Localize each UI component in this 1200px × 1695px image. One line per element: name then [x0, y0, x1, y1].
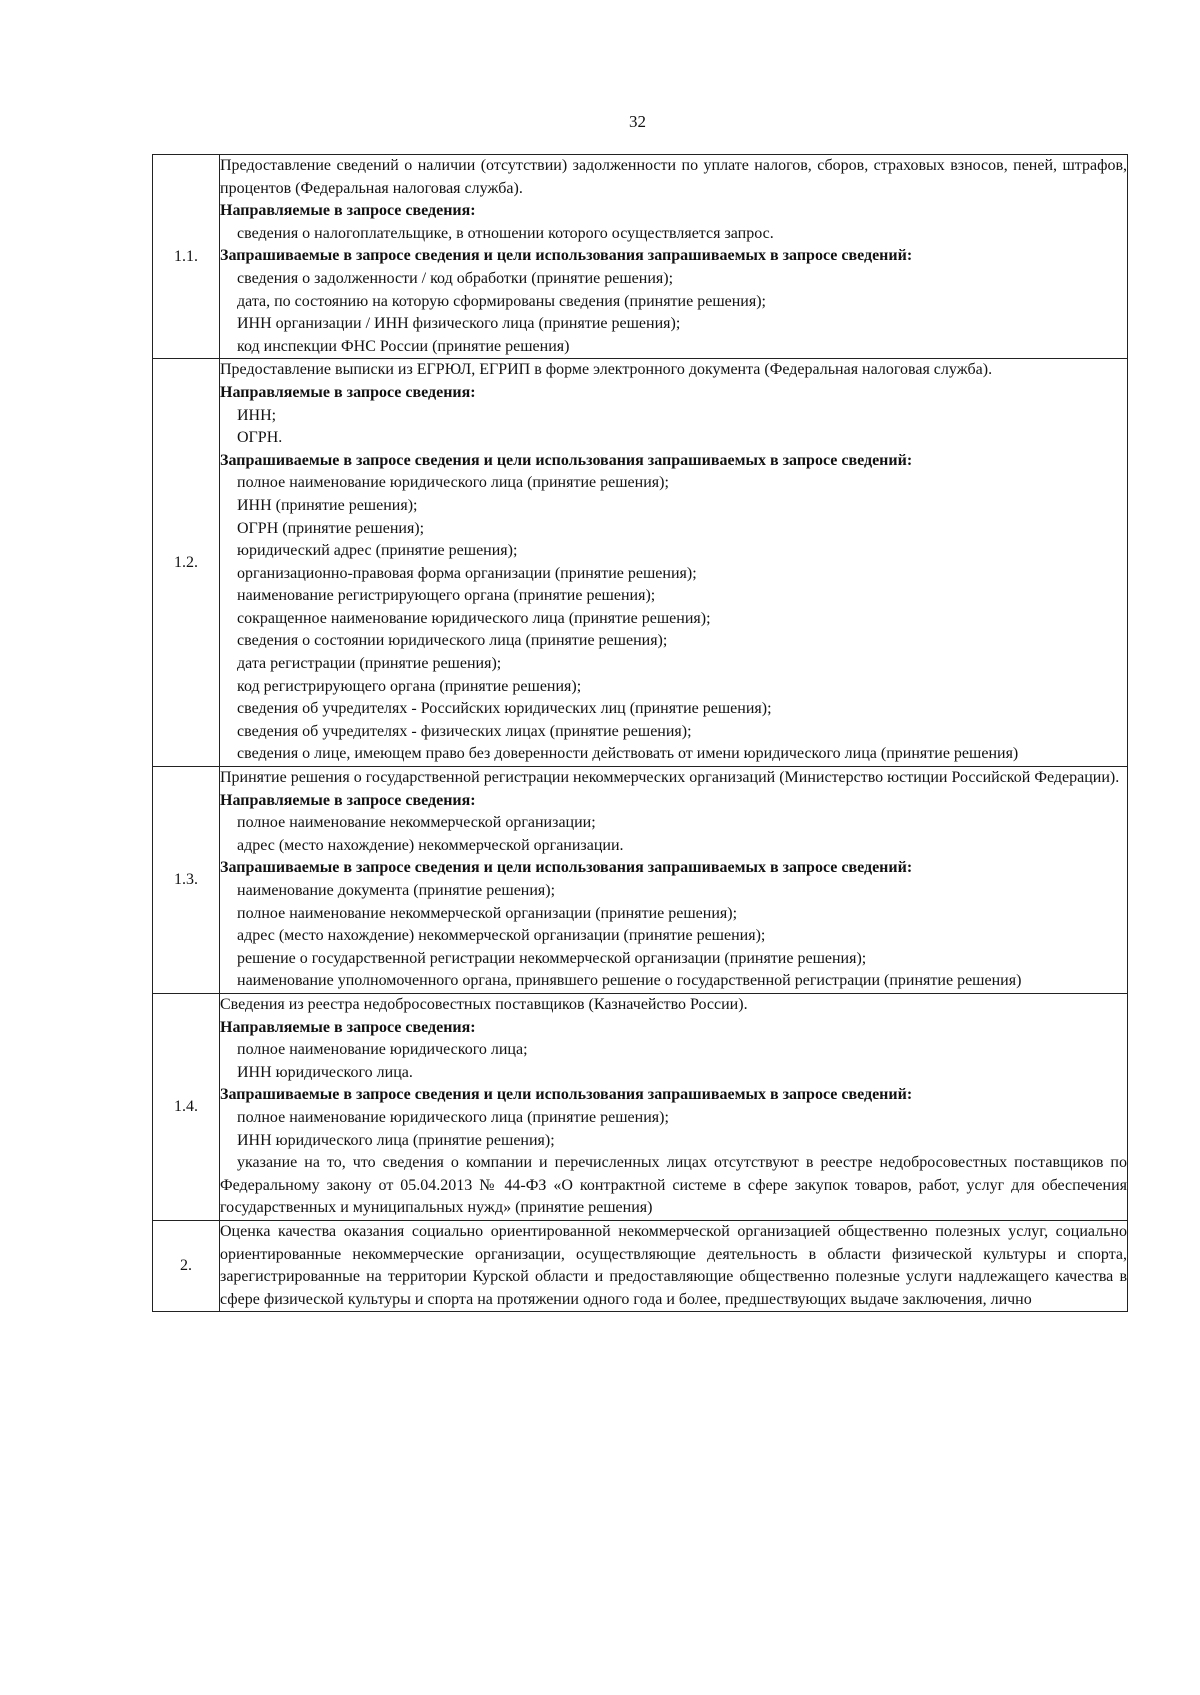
- row-content: [220, 155, 1128, 359]
- list-item: ОГРН (принятие решения);: [237, 519, 425, 537]
- list-item: сокращенное наименование юридического лица (принятие решения);: [237, 609, 711, 627]
- list-item: наименование регистрирующего органа (принятие решения);: [237, 587, 656, 605]
- list-item: сведения о лице, имеющем право без доверенности действовать от имени юридического лица (принятие решения): [237, 745, 1019, 763]
- table-row: [153, 155, 1128, 359]
- services-table: [152, 154, 1128, 1312]
- list-item: полное наименование юридического лица (принятие решения);: [237, 474, 669, 492]
- row-content: [220, 1220, 1128, 1311]
- table-body: [153, 155, 1128, 1312]
- list-item: полное наименование юридического лица;: [237, 1041, 528, 1059]
- list-item: ИНН юридического лица.: [237, 1063, 413, 1081]
- table-row: [153, 767, 1128, 994]
- list-item: сведения о состоянии юридического лица (принятие решения);: [237, 632, 668, 650]
- section-heading: Направляемые в запросе сведения:: [220, 202, 476, 220]
- service-description: Сведения из реестра недобросовестных поставщиков (Казначейство России).: [220, 995, 748, 1013]
- list-item: наименование документа (принятие решения);: [237, 882, 556, 899]
- page-number: 32: [629, 112, 646, 131]
- list-item: ИНН (принятие решения);: [237, 496, 418, 514]
- list-item: ИНН организации / ИНН физического лица (принятие решения);: [237, 315, 681, 333]
- list-item: юридический адрес (принятие решения);: [237, 542, 518, 560]
- list-item: дата регистрации (принятие решения);: [237, 655, 502, 673]
- list-item: полное наименование некоммерческой организации;: [237, 814, 596, 832]
- row-content: [220, 993, 1128, 1220]
- service-description: Предоставление сведений о наличии (отсутствии) задолженности по уплате налогов, сборов, страховых взносов, пеней, штрафов, процентов (Федеральная налоговая служба).: [220, 157, 1127, 197]
- list-item: код регистрирующего органа (принятие решения);: [237, 677, 582, 695]
- list-item: код инспекции ФНС России (принятие решения): [237, 337, 570, 355]
- list-item: полное наименование юридического лица (принятие решения);: [237, 1108, 669, 1126]
- row-number: 1.1.: [153, 155, 220, 359]
- row-content: [220, 767, 1128, 994]
- list-item: наименование уполномоченного органа, принявшего решение о государственной регистрации (принятие решения): [237, 972, 1022, 990]
- row-number: 2.: [153, 1220, 220, 1311]
- list-item: сведения о налогоплательщике, в отношении которого осуществляется запрос.: [237, 224, 774, 242]
- list-item: ИНН юридического лица (принятие решения);: [237, 1131, 555, 1149]
- list-item: указание на то, что сведения о компании и перечисленных лицах отсутствуют в реестре недобросовестных поставщиков по Федеральному закону от 05.04.2013 № 44-ФЗ «О контрактной системе в сфере закупок товаров, работ, услуг для обеспечения государственных и муниципальных нужд» (принятие решения): [220, 1154, 1127, 1217]
- section-heading: Направляемые в запросе сведения:: [220, 383, 476, 401]
- list-item: ОГРН.: [237, 429, 283, 447]
- row-number: 1.4.: [153, 993, 220, 1220]
- section-heading: Запрашиваемые в запросе сведения и цели использования запрашиваемых в запросе сведений:: [220, 247, 913, 265]
- section-heading: Запрашиваемые в запросе сведения и цели использования запрашиваемых в запросе сведений:: [220, 859, 913, 877]
- section-heading: Направляемые в запросе сведения:: [220, 1018, 476, 1036]
- list-item: полное наименование некоммерческой организации (принятие решения);: [237, 904, 738, 922]
- list-item: ИНН;: [237, 406, 277, 424]
- section-heading: Направляемые в запросе сведения:: [220, 791, 476, 809]
- list-item: дата, по состоянию на которую сформированы сведения (принятие решения);: [237, 292, 766, 310]
- list-item: решение о государственной регистрации некоммерческой организации (принятие решения);: [237, 949, 867, 967]
- list-item: организационно-правовая форма организации (принятие решения);: [237, 564, 697, 582]
- list-item: сведения об учредителях - физических лицах (принятие решения);: [237, 722, 692, 740]
- row-number: 1.3.: [153, 767, 220, 994]
- row-content: [220, 359, 1128, 767]
- service-description: Принятие решения о государственной регистрации некоммерческих организаций (Министерство юстиции Российской Федерации).: [220, 769, 1120, 787]
- list-item: сведения об учредителях - Российских юридических лиц (принятие решения);: [237, 700, 772, 718]
- list-item: сведения о задолженности / код обработки (принятие решения);: [237, 269, 674, 287]
- list-item: адрес (место нахождение) некоммерческой организации.: [237, 836, 624, 854]
- table-row: [153, 1220, 1128, 1311]
- table-row: [153, 359, 1128, 767]
- service-description: Оценка качества оказания социально ориентированной некоммерческой организацией общественно полезных услуг, социально ориентированные некоммерческие организации, осуществляющие деятельность в области физической культуры и спорта, зарегистрированные на территории Курской области и предоставляющие общественно полезные услуги надлежащего качества в сфере физической культуры и спорта на протяжении одного года и более, предшествующих выдаче заключения, лично: [220, 1222, 1127, 1308]
- list-item: адрес (место нахождение) некоммерческой организации (принятие решения);: [237, 927, 766, 945]
- section-heading: Запрашиваемые в запросе сведения и цели использования запрашиваемых в запросе сведений:: [220, 1086, 913, 1104]
- table-row: [153, 993, 1128, 1220]
- service-description: Предоставление выписки из ЕГРЮЛ, ЕГРИП в форме электронного документа (Федеральная налоговая служба).: [220, 361, 993, 379]
- section-heading: Запрашиваемые в запросе сведения и цели использования запрашиваемых в запросе сведений:: [220, 451, 913, 469]
- row-number: 1.2.: [153, 359, 220, 767]
